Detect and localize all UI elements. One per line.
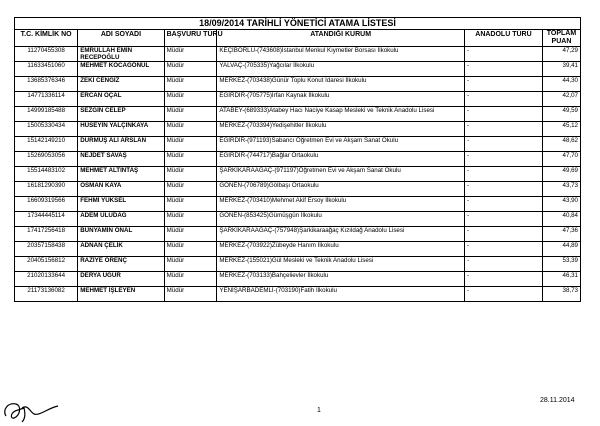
cell-total-score: 43,90 <box>542 197 580 212</box>
cell-application-type: Müdür <box>164 272 217 287</box>
cell-total-score: 49,69 <box>542 167 580 182</box>
cell-tc-number: 16181290390 <box>15 182 78 197</box>
table-row <box>15 212 581 227</box>
cell-tc-number: 11270455308 <box>15 47 78 62</box>
cell-application-type: Müdür <box>164 137 217 152</box>
column-header-anadolu: ANADOLU TÜRÜ <box>464 30 542 47</box>
cell-tc-number: 17344445114 <box>15 212 78 227</box>
column-header-tc: T.C. KİMLİK NO <box>15 30 78 47</box>
cell-anadolu-type: - <box>464 152 542 167</box>
table-row <box>15 92 581 107</box>
cell-application-type: Müdür <box>164 92 217 107</box>
cell-name: HÜSEYİN YALÇINKAYA <box>78 122 164 137</box>
cell-application-type: Müdür <box>164 212 217 227</box>
cell-institution: MERKEZ-(703394)Yedişehitler İlkokulu <box>217 122 465 137</box>
cell-anadolu-type: - <box>464 167 542 182</box>
cell-application-type: Müdür <box>164 182 217 197</box>
cell-application-type: Müdür <box>164 167 217 182</box>
cell-name: DERYA UĞUR <box>78 272 164 287</box>
header-row <box>15 30 581 47</box>
cell-application-type: Müdür <box>164 257 217 272</box>
cell-name: EMRULLAH EMİN RECEPOĞLU <box>78 47 164 62</box>
cell-application-type: Müdür <box>164 47 217 62</box>
cell-institution: MERKEZ-(703438)Günür Toplu Konut İdaresi İlkokulu <box>217 77 465 92</box>
cell-total-score: 45,12 <box>542 122 580 137</box>
cell-institution: MERKEZ-(703133)Bahçelievler İlkokulu <box>217 272 465 287</box>
table-row <box>15 47 581 62</box>
cell-institution: EĞİRDİR-(705775)İrfan Kaynak İlkokulu <box>217 92 465 107</box>
page-number: 1 <box>317 407 321 414</box>
table-row <box>15 152 581 167</box>
cell-institution: YALVAÇ-(705335)Yağcılar İlkokulu <box>217 62 465 77</box>
cell-name: ADNAN ÇELİK <box>78 242 164 257</box>
document-sheet <box>14 17 581 302</box>
cell-name: ADEM ULUDAĞ <box>78 212 164 227</box>
cell-anadolu-type: - <box>464 212 542 227</box>
table-row <box>15 62 581 77</box>
cell-anadolu-type: - <box>464 257 542 272</box>
table-row <box>15 227 581 242</box>
cell-application-type: Müdür <box>164 287 217 302</box>
cell-anadolu-type: - <box>464 137 542 152</box>
cell-anadolu-type: - <box>464 122 542 137</box>
table-row <box>15 287 581 302</box>
cell-name: ZEKİ CENGİZ <box>78 77 164 92</box>
cell-tc-number: 15005330434 <box>15 122 78 137</box>
cell-tc-number: 14771336114 <box>15 92 78 107</box>
cell-name: MEHMET KOCAGÖNÜL <box>78 62 164 77</box>
cell-anadolu-type: - <box>464 272 542 287</box>
table-row <box>15 122 581 137</box>
cell-anadolu-type: - <box>464 197 542 212</box>
table-row <box>15 167 581 182</box>
cell-tc-number: 17417256418 <box>15 227 78 242</box>
column-header-name: ADI SOYADI <box>78 30 164 47</box>
appointment-table <box>14 17 581 302</box>
cell-name: MEHMET ALTINTAŞ <box>78 167 164 182</box>
table-row <box>15 257 581 272</box>
table-row <box>15 137 581 152</box>
cell-application-type: Müdür <box>164 152 217 167</box>
cell-name: BÜNYAMİN ÖNAL <box>78 227 164 242</box>
cell-institution: ŞARKİKARAAĞAÇ-(971197)Öğretmen Evi ve Akşam Sanat Okulu <box>217 167 465 182</box>
signature-mark <box>0 394 62 424</box>
cell-institution: EĞİRDİR-(744717)Bağlar Ortaokulu <box>217 152 465 167</box>
cell-institution: GÖNEN-(706789)Gölbaşı Ortaokulu <box>217 182 465 197</box>
cell-total-score: 43,73 <box>542 182 580 197</box>
cell-total-score: 47,36 <box>542 227 580 242</box>
cell-anadolu-type: - <box>464 62 542 77</box>
cell-total-score: 48,62 <box>542 137 580 152</box>
cell-application-type: Müdür <box>164 62 217 77</box>
cell-total-score: 40,84 <box>542 212 580 227</box>
cell-tc-number: 14999185488 <box>15 107 78 122</box>
cell-name: RAZİYE ÖRENÇ <box>78 257 164 272</box>
cell-total-score: 46,31 <box>542 272 580 287</box>
cell-application-type: Müdür <box>164 242 217 257</box>
cell-tc-number: 20405156812 <box>15 257 78 272</box>
cell-anadolu-type: - <box>464 77 542 92</box>
cell-tc-number: 15269053056 <box>15 152 78 167</box>
cell-application-type: Müdür <box>164 197 217 212</box>
cell-name: SEZGİN CELEP <box>78 107 164 122</box>
cell-name: MEHMET İŞLEYEN <box>78 287 164 302</box>
cell-total-score: 53,39 <box>542 257 580 272</box>
cell-tc-number: 11633451060 <box>15 62 78 77</box>
cell-total-score: 39,41 <box>542 62 580 77</box>
cell-anadolu-type: - <box>464 242 542 257</box>
cell-tc-number: 16609319566 <box>15 197 78 212</box>
table-row <box>15 272 581 287</box>
cell-application-type: Müdür <box>164 107 217 122</box>
cell-name: FEHMİ YÜKSEL <box>78 197 164 212</box>
table-row <box>15 77 581 92</box>
cell-total-score: 44,89 <box>542 242 580 257</box>
cell-application-type: Müdür <box>164 77 217 92</box>
cell-total-score: 38,73 <box>542 287 580 302</box>
cell-tc-number: 21020133644 <box>15 272 78 287</box>
cell-application-type: Müdür <box>164 122 217 137</box>
cell-total-score: 44,30 <box>542 77 580 92</box>
table-row <box>15 197 581 212</box>
footer-date: 28.11.2014 <box>540 397 575 404</box>
cell-institution: ATABEY-(689333)Atabey Hacı Naciye Kasap Mesleki ve Teknik Anadolu Lisesi <box>217 107 465 122</box>
cell-name: ERCAN OÇAL <box>78 92 164 107</box>
cell-total-score: 42,07 <box>542 92 580 107</box>
cell-institution: MERKEZ-(703922)Zübeyde Hanım İlkokulu <box>217 242 465 257</box>
cell-tc-number: 13685376346 <box>15 77 78 92</box>
cell-anadolu-type: - <box>464 287 542 302</box>
cell-institution: YENİŞARBADEMLİ-(703190)Fatih İlkokulu <box>217 287 465 302</box>
cell-institution: KEÇİBORLU-(743608)İstanbul Menkul Kıymetler Borsası İlkokulu <box>217 47 465 62</box>
cell-name: NEJDET SAVAŞ <box>78 152 164 167</box>
document-title: 18/09/2014 TARİHLİ YÖNETİCİ ATAMA LİSTESİ <box>15 18 581 30</box>
column-header-score: TOPLAM PUAN <box>542 30 580 47</box>
table-body <box>15 47 581 302</box>
cell-institution: MERKEZ-(155021)Gül Mesleki ve Teknik Anadolu Lisesi <box>217 257 465 272</box>
cell-anadolu-type: - <box>464 92 542 107</box>
column-header-type: BAŞVURU TÜRÜ <box>164 30 217 47</box>
cell-total-score: 47,29 <box>542 47 580 62</box>
cell-name: OSMAN KAYA <box>78 182 164 197</box>
cell-tc-number: 15514483102 <box>15 167 78 182</box>
cell-institution: EĞİRDİR-(971193)Sabancı Öğretmen Evi ve Akşam Sanat Okulu <box>217 137 465 152</box>
cell-tc-number: 15142149210 <box>15 137 78 152</box>
cell-anadolu-type: - <box>464 182 542 197</box>
column-header-institution: ATANDIĞI KURUM <box>217 30 465 47</box>
cell-tc-number: 21173136082 <box>15 287 78 302</box>
cell-institution: GÖNEN-(853425)Gümüşgün İlkokulu <box>217 212 465 227</box>
cell-anadolu-type: - <box>464 227 542 242</box>
cell-name: DURMUŞ ALİ ARSLAN <box>78 137 164 152</box>
cell-anadolu-type: - <box>464 47 542 62</box>
cell-institution: MERKEZ-(703410)Mehmet Akif Ersoy İlkokulu <box>217 197 465 212</box>
table-row <box>15 107 581 122</box>
table-row <box>15 242 581 257</box>
cell-tc-number: 20357158438 <box>15 242 78 257</box>
table-row <box>15 182 581 197</box>
cell-institution: ŞARKİKARAAĞAÇ-(757948)Şarkikaraağaç Kızıldağ Anadolu Lisesi <box>217 227 465 242</box>
cell-total-score: 49,59 <box>542 107 580 122</box>
cell-total-score: 47,70 <box>542 152 580 167</box>
cell-application-type: Müdür <box>164 227 217 242</box>
cell-anadolu-type: - <box>464 107 542 122</box>
